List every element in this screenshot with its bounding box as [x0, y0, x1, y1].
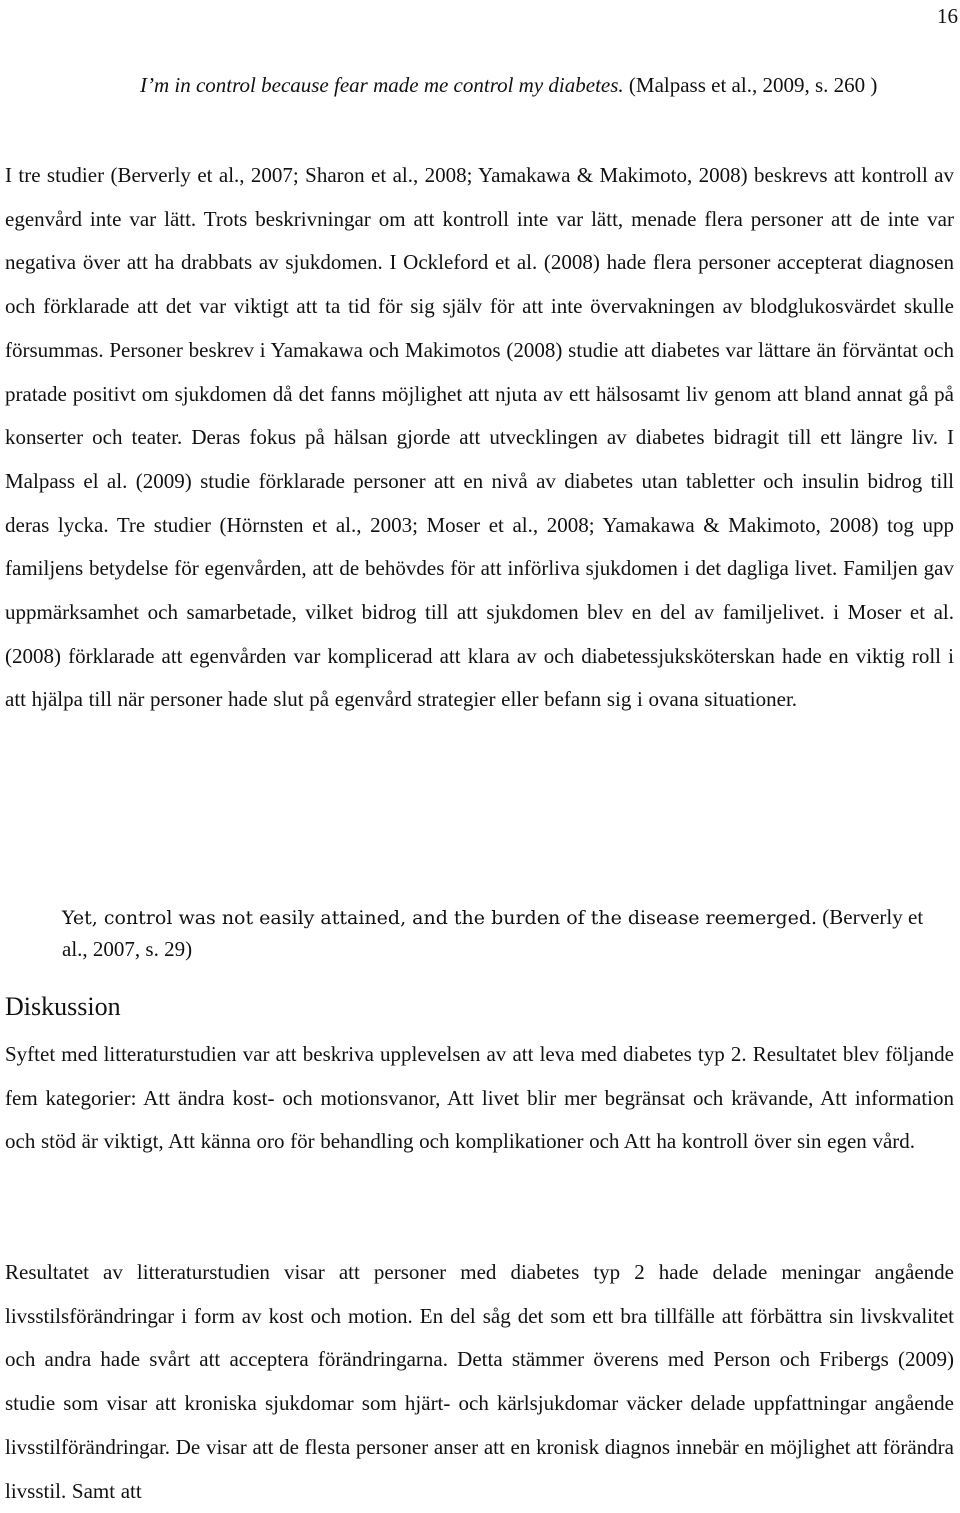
- quote-text: I’m in control because fear made me control my diabetes.: [140, 73, 624, 97]
- paragraph-lifestyle-discussion: Resultatet av litteraturstudien visar att personer med diabetes typ 2 hade delade meningar angående livsstilsförändringar i form av kost och motion. En del såg det som ett bra tillfälle att förbättra sin livskvalitet och andra hade svårt att acceptera förändringarna. Detta stämmer överens med Person och Fribergs (2009) studie som visar att kroniska sjukdomar som hjärt- och kärlsjukdomar väcker delade uppfattningar angående livsstilförändringar. De visar att de flesta personer anser att en kronisk diagnos innebär en möjlighet att förändra livsstil. Samt att: [5, 1260, 954, 1503]
- section-heading-diskussion: Diskussion: [5, 992, 121, 1021]
- block-quote-berverly: [62, 902, 954, 965]
- quote-citation: (Malpass et al., 2009, s. 260 ): [623, 73, 878, 97]
- paragraph-purpose: Syftet med litteraturstudien var att beskriva upplevelsen av att leva med diabetes typ 2. Resultatet blev följande fem kategorier: Att ändra kost- och motionsvanor, Att livet blir mer begränsat och krävande, Att information och stöd är viktigt, Att känna oro för behandling och komplikationer och Att ha kontroll över sin egen vård.: [5, 1042, 954, 1154]
- block-quote-malpass: [140, 70, 942, 101]
- quote-citation: (Berverly et al., 2007, s. 29): [62, 905, 924, 961]
- quote-text: Yet, control was not easily attained, and the burden of the disease reemerged.: [62, 907, 818, 929]
- paragraph-control-results: I tre studier (Berverly et al., 2007; Sharon et al., 2008; Yamakawa & Makimoto, 2008) beskrevs att kontroll av egenvård inte var lätt. Trots beskrivningar om att kontroll inte var lätt, menade flera personer att de inte var negativa över att ha drabbats av sjukdomen. I Ockleford et al. (2008) hade flera personer accepterat diagnosen och förklarade att det var viktigt att ta tid för sig själv för att inte övervakningen av blodglukosvärdet skulle försummas. Personer beskrev i Yamakawa och Makimotos (2008) studie att diabetes var lättare än förväntat och pratade positivt om sjukdomen då det fanns möjlighet att njuta av ett hälsosamt liv genom att bland annat gå på konserter och teater. Deras fokus på hälsan gjorde att utvecklingen av diabetes bidragit till ett längre liv. I Malpass el al. (2009) studie förklarade personer att en nivå av diabetes utan tabletter och insulin bidrog till deras lycka. Tre studier (Hörnsten et al., 2003; Moser et al., 2008; Yamakawa & Makimoto, 2008) tog upp familjens betydelse för egenvården, att de behövdes för att införliva sjukdomen i det dagliga livet. Familjen gav uppmärksamhet och samarbetade, vilket bidrog till att sjukdomen blev en del av familjelivet. i Moser et al. (2008) förklarade att egenvården var komplicerad att klara av och diabetessjuksköterskan hade en viktig roll i att hjälpa till när personer hade slut på egenvård strategier eller befann sig i ovana situationer.: [5, 163, 954, 712]
- page-number: 16: [937, 4, 958, 28]
